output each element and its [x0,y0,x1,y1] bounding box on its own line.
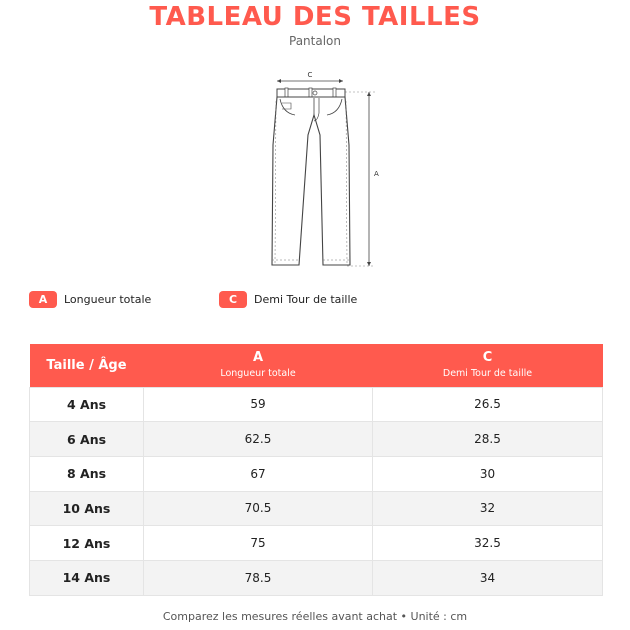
cell-a: 78.5 [144,560,373,595]
size-table [29,344,603,596]
table-row [30,491,603,526]
legend-label-a: Longueur totale [64,293,152,306]
legend-label-c: Demi Tour de taille [254,293,358,306]
table-row [30,456,603,491]
cell-c: 32 [373,491,603,526]
pants-diagram-icon [235,65,395,280]
cell-size: 10 Ans [30,491,144,526]
cell-a: 67 [144,456,373,491]
page-title: TABLEAU DES TAILLES [149,2,481,32]
table-header-row [30,344,603,387]
cell-c: 28.5 [373,422,603,457]
legend-item-a [29,291,151,308]
cell-a: 70.5 [144,491,373,526]
footer-note: Comparez les mesures réelles avant achat • Unité : cm [162,610,468,623]
table-row [30,560,603,595]
header-size: Taille / Âge [46,357,127,373]
measure-c-label: C [307,71,313,79]
header-c: C Demi Tour de taille [442,350,533,380]
table-row [30,526,603,561]
table-row [30,387,603,422]
cell-size: 4 Ans [30,387,144,422]
cell-size: 14 Ans [30,560,144,595]
table-row [30,422,603,457]
cell-a: 62.5 [144,422,373,457]
cell-size: 12 Ans [30,526,144,561]
cell-c: 32.5 [373,526,603,561]
measure-a-label: A [374,170,379,178]
cell-c: 26.5 [373,387,603,422]
cell-c: 30 [373,456,603,491]
page-subtitle: Pantalon [289,34,341,48]
cell-a: 59 [144,387,373,422]
legend-badge-a: A [29,291,57,308]
header-a: A Longueur totale [220,350,296,380]
cell-size: 8 Ans [30,456,144,491]
cell-size: 6 Ans [30,422,144,457]
cell-a: 75 [144,526,373,561]
pants-diagram [235,65,395,280]
legend-item-c [219,291,357,308]
cell-c: 34 [373,560,603,595]
legend-badge-c: C [219,291,247,308]
